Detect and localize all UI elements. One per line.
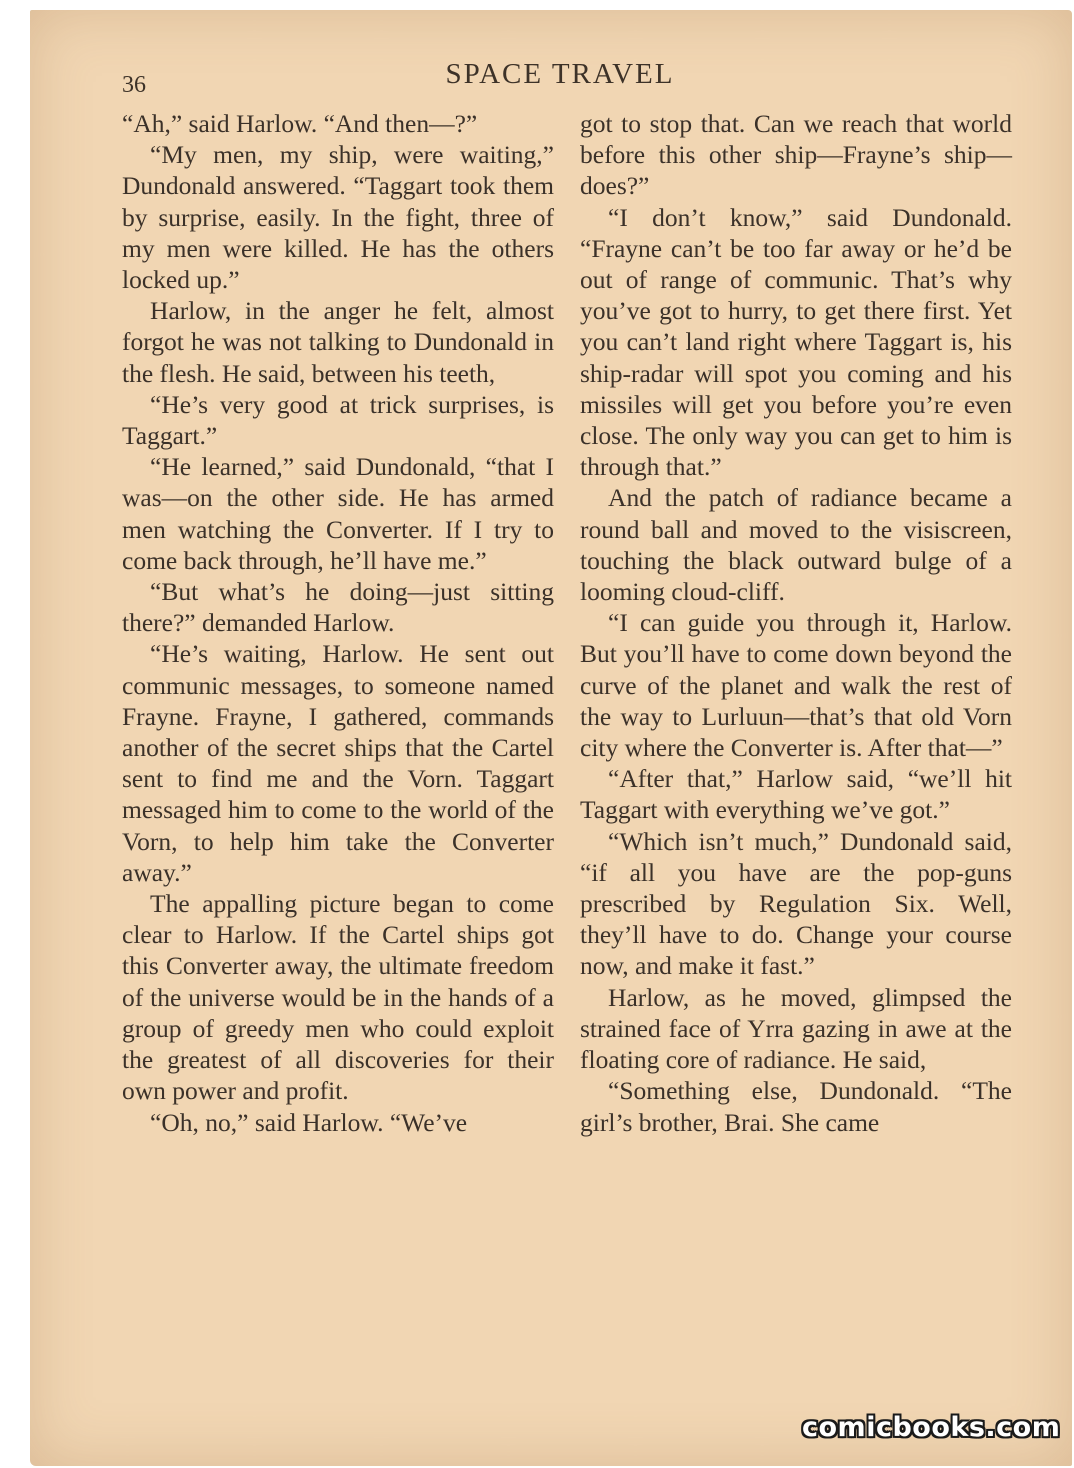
paragraph: “I don’t know,” said Dundonald. “Frayne can’t be too far away or he’d be out of range of communic. That’s why you’ve got to hurry, to get there first. Yet you can’t land right where Taggart is, his ship-radar will spot you coming and his missiles will get you before you’re even close. The only way you can get to him is through that.” bbox=[580, 202, 1012, 482]
page-number: 36 bbox=[122, 72, 146, 98]
paragraph: “Which isn’t much,” Dundonald said, “if all you have are the pop-guns prescribed by Regulation Six. Well, they’ll have to do. Change your course now, and make it fast.” bbox=[580, 826, 1012, 981]
paragraph: “After that,” Harlow said, “we’ll hit Taggart with everything we’ve got.” bbox=[580, 764, 1012, 825]
paragraph: “He learned,” said Dundonald, “that I was—on the other side. He has armed men watching the Converter. If I try to come back through, he’ll have me.” bbox=[122, 452, 554, 575]
watermark: comicbooks.com bbox=[802, 1412, 1061, 1443]
paragraph: “He’s very good at trick surprises, is Taggart.” bbox=[122, 389, 554, 451]
paragraph: “My men, my ship, were waiting,” Dundonald answered. “Taggart took them by surprise, easily. In the fight, three of my men were killed. He has the others locked up.” bbox=[122, 140, 554, 295]
right-column bbox=[580, 108, 1012, 1138]
running-head: SPACE TRAVEL bbox=[445, 58, 675, 90]
paragraph: “I can guide you through it, Harlow. But you’ll have to come down beyond the curve of the planet and walk the rest of the way to Lurluun—that’s that old Vorn city where the Converter is. After that—” bbox=[580, 608, 1012, 763]
paragraph: “He’s waiting, Harlow. He sent out communic messages, to someone named Frayne. Frayne, I gathered, commands another of the secret ships that the Cartel sent to find me and the Vorn. Taggart messaged him to come to the world of the Vorn, to help him take the Converter away.” bbox=[122, 639, 554, 887]
paragraph: Harlow, as he moved, glimpsed the strained face of Yrra gazing in awe at the floating core of radiance. He said, bbox=[580, 982, 1012, 1075]
paragraph: And the patch of radiance became a round ball and moved to the visiscreen, touching the black outward bulge of a looming cloud-cliff. bbox=[580, 483, 1012, 607]
paragraph: “But what’s he doing—just sitting there?” demanded Harlow. bbox=[122, 577, 554, 638]
paragraph: The appalling picture began to come clear to Harlow. If the Cartel ships got this Converter away, the ultimate freedom of the universe would be in the hands of a group of greedy men who could exploit the greatest of all discoveries for their own power and profit. bbox=[122, 889, 554, 1106]
paragraph: “Something else, Dundonald. “The girl’s brother, Brai. She came bbox=[580, 1076, 1012, 1137]
paragraph: “Oh, no,” said Harlow. “We’ve bbox=[150, 1107, 468, 1137]
left-column bbox=[122, 108, 554, 1138]
paragraph: “Ah,” said Harlow. “And then—?” bbox=[122, 109, 478, 138]
paragraph: Harlow, in the anger he felt, almost forgot he was not talking to Dundonald in the flesh. He said, between his teeth, bbox=[122, 296, 554, 388]
paragraph: got to stop that. Can we reach that world before this other ship—Frayne’s ship—does?” bbox=[580, 109, 1012, 201]
